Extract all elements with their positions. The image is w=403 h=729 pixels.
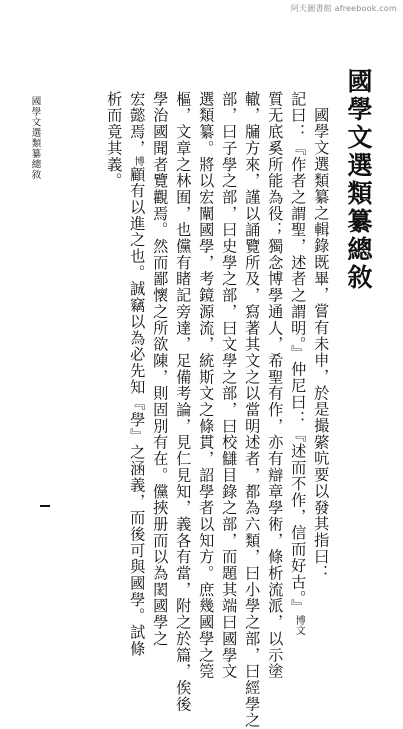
text-line-6 bbox=[197, 91, 216, 680]
text-line-2 bbox=[289, 91, 308, 636]
text-line-2-main: 記曰：『作者之謂聖，述者之謂明。』仲尼曰：『述而不作，信而好古。』 bbox=[289, 91, 308, 616]
watermark: 阿夫圖書館 afreebook.com bbox=[290, 4, 397, 13]
text-line-7-main: 樞，文章之林囿，也儻有睹記旁達，足備考論，見仁見知，義各有當，附之於篇，俟後 bbox=[174, 91, 193, 713]
text-line-6-note: 將以宏闡國學，考鏡源流，統斯文之條貫，詔學者以知方。庶幾國學之筦 bbox=[197, 156, 216, 680]
text-line-9 bbox=[128, 91, 147, 657]
text-line-9-note: 博 bbox=[132, 156, 144, 167]
text-line-10 bbox=[105, 91, 124, 190]
text-line-5-main: 部，曰子學之部，曰史學之部，曰文學之部，曰校讎目錄之部，而題其端曰國學文 bbox=[220, 91, 239, 680]
text-line-6-main: 選類纂。 bbox=[197, 91, 216, 157]
text-line-8 bbox=[151, 91, 170, 647]
text-line-9-tail: 顧有以進之也。誠竊以為必先知『學』之涵義，而後可與國學。試條 bbox=[128, 166, 147, 657]
text-line-3-main: 質无底奚所能為役；獨念博學通人，希聖有作，亦有辯章學術，條析流派，以示塗 bbox=[266, 91, 285, 680]
text-line-4 bbox=[243, 91, 262, 729]
text-line-10-main: 析而竟其義。 bbox=[105, 91, 124, 190]
text-line-1-main: 國學文選類纂之輯錄既畢，嘗有未申，於是撮綮吭要以發其指曰： bbox=[312, 107, 331, 582]
text-line-7 bbox=[174, 91, 193, 713]
text-line-3 bbox=[266, 91, 285, 680]
text-line-2-note: 博文 bbox=[293, 615, 305, 636]
text-line-4-main: 轍，牖方來，謹以誦覽所及，寫著其文之以當明述者，都為六類，曰小學之部，曰經學之 bbox=[243, 91, 262, 729]
text-line-1 bbox=[312, 107, 331, 582]
text-line-5 bbox=[220, 91, 239, 680]
text-line-8-main: 學治國聞者覽觀焉。然而鄙懷之所欲陳，則固別有在。儻挾册而以為閎國學之 bbox=[151, 91, 170, 647]
text-line-9-main: 宏懿焉， bbox=[128, 91, 147, 157]
page-number-mark bbox=[40, 505, 50, 507]
page-title: 國學文選類纂總敘 bbox=[344, 68, 373, 292]
side-running-title: 國學文選類纂總敘 bbox=[29, 96, 41, 180]
